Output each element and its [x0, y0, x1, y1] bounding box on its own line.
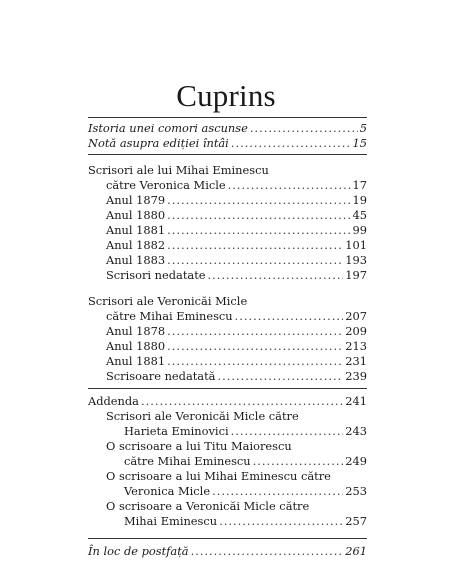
toc-entry-page: 209 — [345, 324, 367, 338]
toc-entry-label: Harieta Eminovici — [124, 424, 229, 438]
leader-dots — [167, 253, 343, 268]
leader-dots — [167, 193, 350, 208]
leader-dots — [167, 354, 343, 369]
toc-entry[interactable] — [88, 121, 367, 136]
toc-sub-heading: O scrisoare a lui Titu Maiorescu — [106, 439, 292, 453]
toc-entry-label: Anul 1880 — [106, 208, 166, 222]
toc-entry[interactable] — [106, 339, 367, 354]
toc-entry[interactable] — [106, 238, 367, 253]
toc-entry[interactable] — [88, 544, 367, 559]
toc-entry-label: În loc de postfață — [88, 544, 189, 558]
leader-dots — [167, 339, 343, 354]
toc-sub-heading: Scrisori ale Veronicăi Micle către — [106, 409, 299, 423]
toc-entry-page: 101 — [345, 238, 367, 252]
toc-entry-label: Istoria unei comori ascunse — [88, 121, 248, 135]
toc-entry[interactable] — [106, 193, 367, 208]
toc-entry-label: Anul 1881 — [106, 223, 166, 237]
toc-entry[interactable] — [106, 309, 367, 324]
toc-entry-label: către Mihai Eminescu — [106, 309, 233, 323]
leader-dots — [253, 454, 344, 469]
toc-entry[interactable] — [124, 454, 367, 469]
toc-entry-label: Anul 1880 — [106, 339, 166, 353]
toc-entry-page: 17 — [352, 178, 367, 192]
leader-dots — [141, 394, 343, 409]
toc-entry[interactable] — [106, 369, 367, 384]
toc-entry-page: 207 — [345, 309, 367, 323]
toc-entry[interactable] — [124, 424, 367, 439]
toc-entry-page: 257 — [345, 514, 367, 528]
toc-entry-page: 231 — [345, 354, 367, 368]
toc-entry[interactable] — [106, 253, 367, 268]
toc-entry-label: Mihai Eminescu — [124, 514, 218, 528]
toc-entry[interactable] — [88, 136, 367, 151]
leader-dots — [191, 544, 344, 559]
toc-section-heading: Scrisori ale Veronicăi Micle — [88, 294, 248, 308]
toc-entry-page: 261 — [345, 544, 367, 558]
leader-dots — [228, 178, 351, 193]
divider — [88, 538, 367, 539]
toc-entry-page: 253 — [345, 484, 367, 498]
leader-dots — [167, 223, 350, 238]
toc-entry-label: Veronica Micle — [124, 484, 211, 498]
leader-dots — [167, 324, 343, 339]
toc-entry-label: Anul 1879 — [106, 193, 166, 207]
toc-entry-page: 99 — [352, 223, 367, 237]
toc-entry-page: 249 — [345, 454, 367, 468]
toc-entry[interactable] — [88, 394, 367, 409]
toc-entry-label: Scrisori nedatate — [106, 268, 206, 282]
toc-entry-page: 239 — [345, 369, 367, 383]
toc-entry-label: Anul 1883 — [106, 253, 166, 267]
leader-dots — [231, 424, 344, 439]
toc-entry-page: 241 — [345, 394, 367, 408]
toc-entry-label: Anul 1878 — [106, 324, 166, 338]
leader-dots — [167, 238, 343, 253]
toc-entry-label: Scrisoare nedatată — [106, 369, 216, 383]
toc-entry-label: Addenda — [88, 394, 139, 408]
toc-entry-label: Notă asupra ediției întâi — [88, 136, 229, 150]
toc-entry-page: 15 — [352, 136, 367, 150]
toc-entry[interactable] — [106, 208, 367, 223]
toc-sub-heading: O scrisoare a Veronicăi Micle către — [106, 499, 310, 513]
toc-entry-page: 45 — [352, 208, 367, 222]
toc-entry-page: 197 — [345, 268, 367, 282]
divider — [88, 154, 367, 155]
leader-dots — [219, 514, 343, 529]
leader-dots — [212, 484, 343, 499]
toc-entry-page: 193 — [345, 253, 367, 267]
toc-entry[interactable] — [106, 223, 367, 238]
toc-section-heading: Scrisori ale lui Mihai Eminescu — [88, 163, 269, 177]
toc-entry-label: către Veronica Micle — [106, 178, 226, 192]
leader-dots — [231, 136, 351, 151]
toc-entry[interactable] — [124, 514, 367, 529]
divider — [88, 117, 367, 118]
toc-entry-label: Anul 1882 — [106, 238, 166, 252]
toc-entry-page: 213 — [345, 339, 367, 353]
toc-entry-page: 19 — [352, 193, 367, 207]
toc-entry[interactable] — [106, 324, 367, 339]
divider — [88, 388, 367, 389]
toc-entry[interactable] — [106, 178, 367, 193]
page-title: Cuprins — [176, 78, 276, 113]
leader-dots — [217, 369, 343, 384]
leader-dots — [167, 208, 350, 223]
toc-entry[interactable] — [124, 484, 367, 499]
leader-dots — [208, 268, 344, 283]
toc-entry-label: Anul 1881 — [106, 354, 166, 368]
toc-sub-heading: O scrisoare a lui Mihai Eminescu către — [106, 469, 331, 483]
toc-entry[interactable] — [106, 268, 367, 283]
toc-entry-page: 5 — [359, 121, 367, 135]
leader-dots — [250, 121, 358, 136]
toc-entry-page: 243 — [345, 424, 367, 438]
toc-entry[interactable] — [106, 354, 367, 369]
leader-dots — [235, 309, 344, 324]
toc-entry-label: către Mihai Eminescu — [124, 454, 251, 468]
